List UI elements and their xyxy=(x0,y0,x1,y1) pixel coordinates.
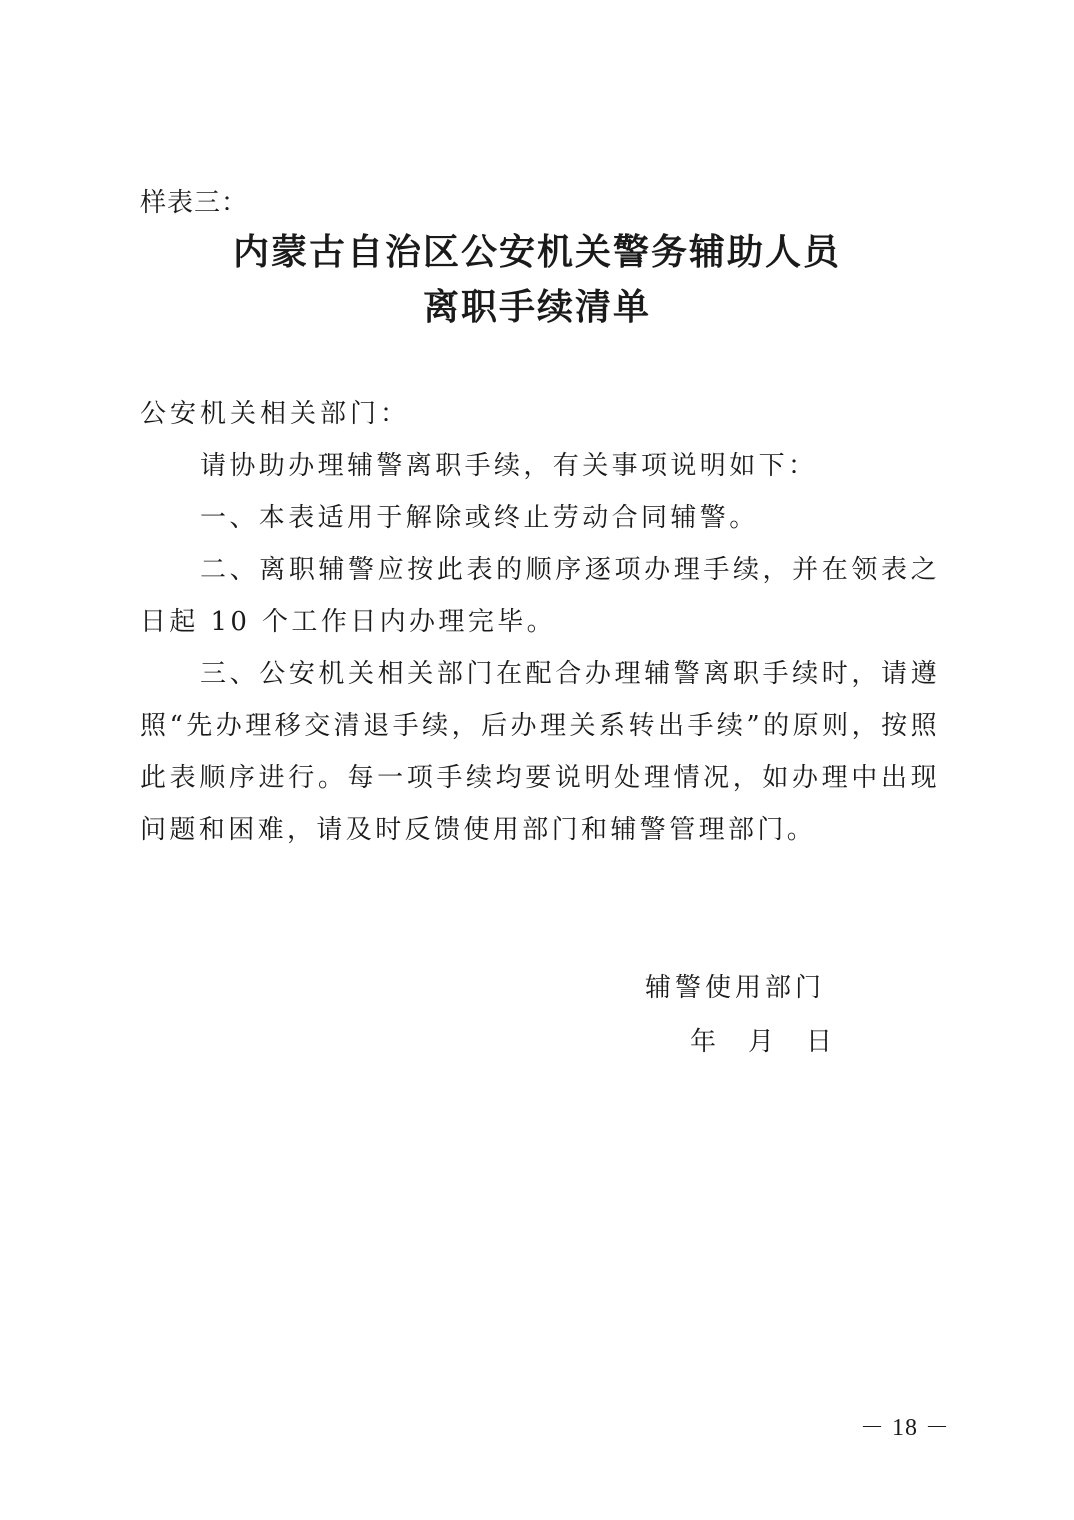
date-day: 日 xyxy=(806,1027,833,1057)
page-number: － 18 － xyxy=(860,1415,950,1441)
signature-date xyxy=(690,1020,832,1064)
signature-department: 辅警使用部门 xyxy=(645,973,826,1003)
paragraph-item-2: 二、离职辅警应按此表的顺序逐项办理手续，并在领表之日起 10 个工作日内办理完毕。 xyxy=(140,555,940,637)
document-title-line2: 离职手续清单 xyxy=(422,286,651,328)
form-label: 样表三： xyxy=(140,188,249,218)
paragraph-intro: 请协助办理辅警离职手续，有关事项说明如下： xyxy=(200,451,818,481)
paragraph-item-3: 三、公安机关相关部门在配合办理辅警离职手续时，请遵照“先办理移交清退手续，后办理关系转出手续”的原则，按照此表顺序进行。每一项手续均要说明处理情况，如办理中出现问题和困难，请及时反馈使用部门和辅警管理部门。 xyxy=(140,659,940,845)
date-year: 年 xyxy=(690,1027,717,1057)
salutation: 公安机关相关部门： xyxy=(140,399,411,429)
paragraph-item-1: 一、本表适用于解除或终止劳动合同辅警。 xyxy=(200,503,759,533)
date-month: 月 xyxy=(748,1027,775,1057)
document-title-line1: 内蒙古自治区公安机关警务辅助人员 xyxy=(232,231,841,273)
